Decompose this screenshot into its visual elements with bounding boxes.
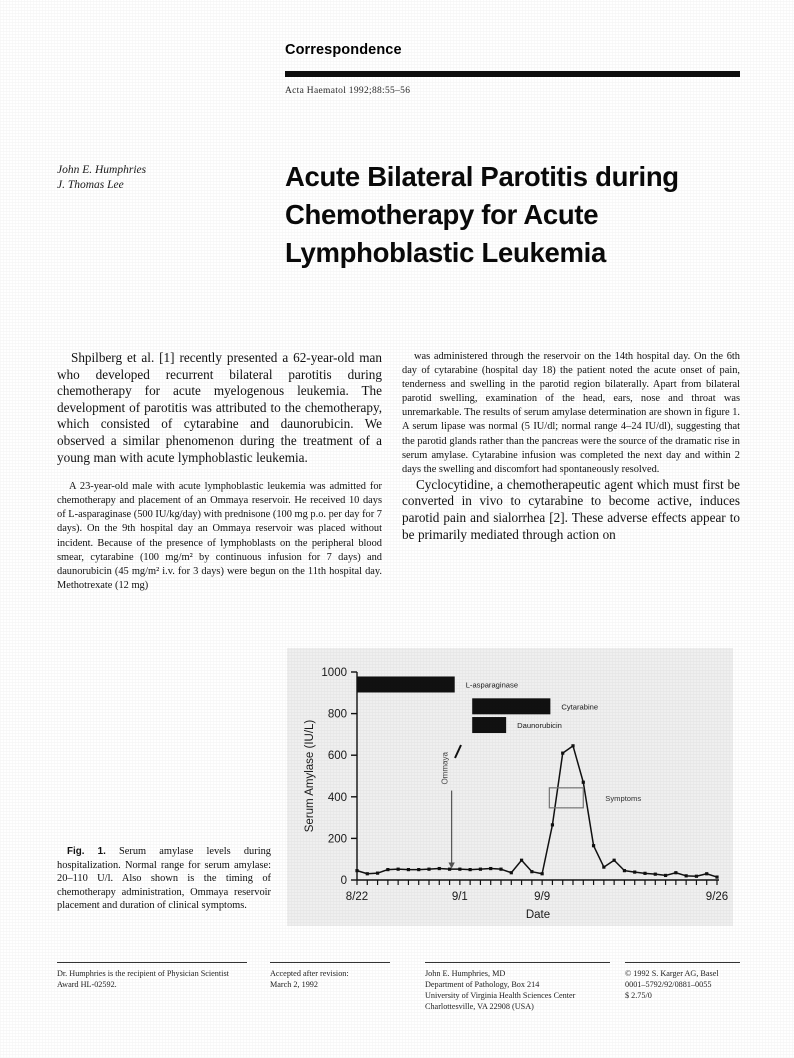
footer-rule bbox=[425, 962, 610, 963]
treatment-bar bbox=[472, 698, 550, 714]
chart-y-tick-label: 0 bbox=[340, 875, 347, 887]
amylase-line bbox=[357, 746, 717, 877]
amylase-data-point bbox=[695, 875, 698, 878]
footer-address-line-2: Department of Pathology, Box 214 bbox=[425, 980, 540, 989]
paragraph-right-2: Cyclocytidine, a chemotherapeutic agent which must first be converted in vivo to cytarabine to become active, induces parotid pain and sialorrhea [2]. These adverse effects appear to be primarily mediated through action on bbox=[402, 476, 740, 542]
chart-x-tick-label: 9/26 bbox=[705, 891, 729, 903]
amylase-data-point bbox=[643, 872, 646, 875]
figure-caption-text: Serum amylase levels during hospitalization. Normal range for serum amylase: 20–110 U/l. Also shown is the timing of chemotherapy administration, Ommaya reservoir placement and duration of clinical symptoms. bbox=[57, 846, 271, 912]
amylase-data-point bbox=[592, 844, 595, 847]
treatment-bar bbox=[472, 717, 506, 733]
footer-note-line-1: Dr. Humphries is the recipient of Physician Scientist bbox=[57, 969, 229, 978]
footer-rule bbox=[57, 962, 247, 963]
amylase-data-point bbox=[417, 868, 420, 871]
amylase-data-point bbox=[582, 781, 585, 784]
author-name-1: John E. Humphries bbox=[57, 164, 147, 176]
chart-y-axis-title: Serum Amylase (IU/L) bbox=[304, 719, 316, 833]
chart-data-series bbox=[355, 744, 718, 878]
footer-accepted-line-1: Accepted after revision: bbox=[270, 969, 349, 978]
amylase-data-point bbox=[386, 868, 389, 871]
chart-x-tick-label: 8/22 bbox=[345, 891, 369, 903]
chart-x-tick-labels bbox=[346, 891, 728, 903]
chart-x-tick-label: 9/9 bbox=[534, 891, 551, 903]
amylase-data-point bbox=[613, 859, 616, 862]
footer-note-line-2: Award HL-02592. bbox=[57, 980, 117, 989]
chart-y-tick-label: 1000 bbox=[321, 667, 347, 679]
amylase-data-point bbox=[448, 868, 451, 871]
amylase-data-point bbox=[489, 867, 492, 870]
footer-copyright-line-1: © 1992 S. Karger AG, Basel bbox=[625, 969, 719, 978]
chart-x-axis-title: Date bbox=[525, 909, 551, 921]
amylase-data-point bbox=[469, 868, 472, 871]
footer-rule bbox=[270, 962, 390, 963]
amylase-data-point bbox=[715, 875, 718, 878]
chart-x-tick-marks bbox=[357, 880, 717, 885]
chart-y-tick-label: 800 bbox=[327, 708, 347, 721]
amylase-data-point bbox=[355, 869, 358, 872]
amylase-data-point bbox=[551, 823, 554, 826]
article-title: Acute Bilateral Parotitis during Chemotherapy for Acute Lymphoblastic Leukemia bbox=[285, 161, 679, 268]
treatment-bar bbox=[357, 676, 455, 692]
footer-copyright-line-2: 0001–5792/92/0881–0055 bbox=[625, 980, 712, 989]
chart-x-tick-label: 9/1 bbox=[451, 891, 468, 903]
amylase-data-point bbox=[633, 870, 636, 873]
chart-y-tick-label: 200 bbox=[327, 833, 347, 846]
scan-artifact-mark bbox=[455, 745, 461, 758]
footer-copyright-line-3: $ 2.75/0 bbox=[625, 991, 652, 1000]
ommaya-annotation-label: Ommaya bbox=[440, 752, 450, 785]
amylase-data-point bbox=[397, 868, 400, 871]
footer-funding-note bbox=[57, 962, 247, 990]
footer-correspondence-address bbox=[425, 962, 610, 1012]
header-rule-divider bbox=[285, 71, 740, 77]
footer-rule bbox=[625, 962, 740, 963]
footer-copyright-block bbox=[625, 962, 740, 1001]
body-column-left bbox=[57, 350, 382, 593]
body-column-right bbox=[402, 350, 740, 543]
paragraph-right-1: was administered through the reservoir on the 14th hospital day. On the 6th day of cytarabine (hospital day 18) the patient noted the acute onset of pain, tenderness and swelling in the parotid region bilaterally. Apart from bilateral parotid swelling, examination of the head, ears, nose and throat was unremarkable. The results of serum amylase determination are shown in figure 1. A serum lipase was normal (5 IU/dl; normal range 4–24 IU/dl), suggesting that the parotid glands rather than the pancreas were the source of the dramatic rise in serum amylase. Cytarabine infusion was completed the next day and within 2 days the swelling and discomfort had spontaneously resolved. bbox=[402, 351, 740, 475]
treatment-bar-label: Cytarabine bbox=[561, 702, 599, 712]
footer-accepted-line-2: March 2, 1992 bbox=[270, 980, 318, 989]
paragraph-left-2: A 23-year-old male with acute lymphoblastic leukemia was admitted for chemotherapy and placement of an Ommaya reservoir. He received 10 days of L-asparaginase (500 IU/kg/day) with prednisone (100 mg p.o. per day for 7 days). On the 9th hospital day an Ommaya reservoir was placed without incident. Because of the presence of lymphoblasts on the peripheral blood smear, cytarabine (100 mg/m² by continuous infusion for 7 days) and daunorubicin (45 mg/m² i.v. for 3 days) were begun on the 11th hospital day. Methotrexate (12 mg) bbox=[57, 481, 382, 591]
amylase-data-point bbox=[427, 868, 430, 871]
footer-accepted-date bbox=[270, 962, 390, 990]
journal-citation: Acta Haematol 1992;88:55–56 bbox=[285, 86, 411, 96]
chart-annotations bbox=[441, 752, 642, 869]
amylase-data-point bbox=[664, 874, 667, 877]
footer-address-line-4: Charlottesville, VA 22908 (USA) bbox=[425, 1002, 534, 1011]
amylase-data-point bbox=[705, 872, 708, 875]
serum-amylase-line-chart bbox=[287, 648, 733, 926]
amylase-data-point bbox=[530, 870, 533, 873]
amylase-data-point bbox=[520, 859, 523, 862]
amylase-data-point bbox=[571, 744, 574, 747]
chart-y-tick-label: 400 bbox=[327, 791, 347, 804]
amylase-data-point bbox=[366, 872, 369, 875]
footer-address-line-3: University of Virginia Health Sciences Center bbox=[425, 991, 576, 1000]
amylase-data-point bbox=[499, 868, 502, 871]
amylase-data-point bbox=[602, 866, 605, 869]
amylase-data-point bbox=[561, 752, 564, 755]
figure-1-caption bbox=[57, 845, 271, 913]
amylase-data-point bbox=[541, 872, 544, 875]
amylase-data-point bbox=[376, 872, 379, 875]
footer-address-line-1: John E. Humphries, MD bbox=[425, 969, 506, 978]
figure-caption-label: Fig. 1. bbox=[67, 846, 106, 857]
amylase-data-point bbox=[458, 868, 461, 871]
figure-1-panel bbox=[287, 648, 733, 926]
amylase-data-point bbox=[654, 873, 657, 876]
author-block bbox=[57, 163, 257, 193]
symptoms-duration-box bbox=[549, 788, 583, 808]
amylase-data-point bbox=[685, 874, 688, 877]
amylase-data-point bbox=[438, 867, 441, 870]
chart-y-tick-marks bbox=[321, 667, 357, 887]
paragraph-left-1: Shpilberg et al. [1] recently presented a 62-year-old man who developed recurrent bilateral parotitis during chemotherapy for acute myelogenous leukemia. The development of parotitis was attributed to the chemotherapy, which consisted of cytarabine and daunorubicin. We observed a similar phenomenon during the treatment of a young man with acute lymphoblastic leukemia. bbox=[57, 350, 382, 465]
amylase-data-point bbox=[623, 869, 626, 872]
author-name-2: J. Thomas Lee bbox=[57, 179, 124, 191]
treatment-bar-label: L-asparaginase bbox=[465, 680, 519, 690]
amylase-data-point bbox=[407, 868, 410, 871]
treatment-bar-label: Daunorubicin bbox=[517, 721, 562, 731]
symptoms-annotation-label: Symptoms bbox=[605, 793, 642, 803]
amylase-data-point bbox=[674, 871, 677, 874]
amylase-data-point bbox=[479, 868, 482, 871]
chart-y-tick-label: 600 bbox=[327, 750, 347, 763]
amylase-data-point bbox=[510, 871, 513, 874]
page-header bbox=[285, 42, 740, 96]
section-heading: Correspondence bbox=[285, 42, 402, 58]
